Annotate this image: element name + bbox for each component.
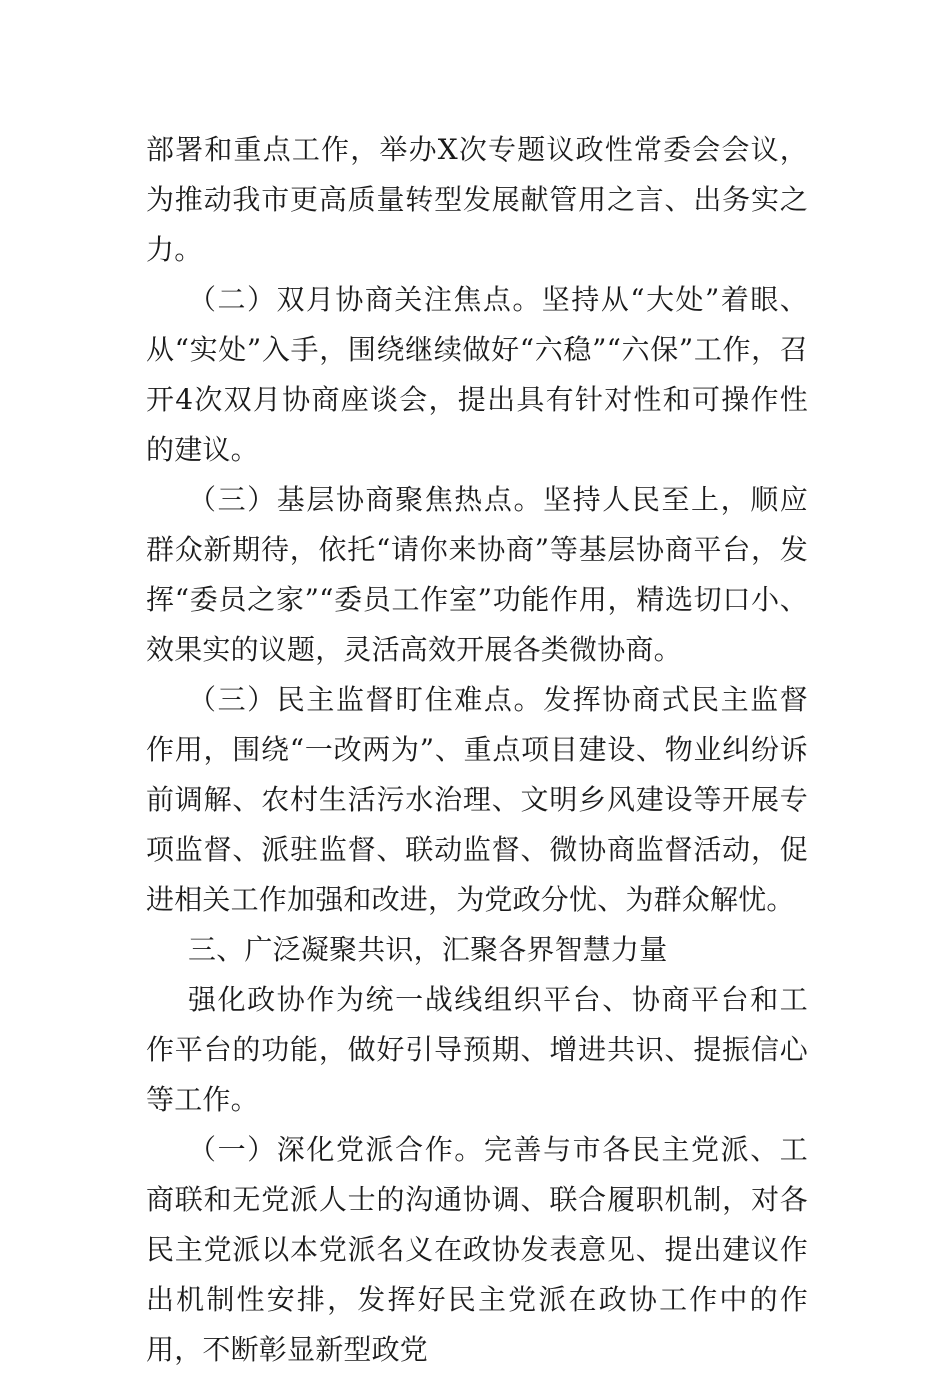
paragraph-party-cooperation: （一）深化党派合作。完善与市各民主党派、工商联和无党派人士的沟通协调、联合履职机制，对各民主党派以本党派名义在政协发表意见、提出建议作出机制性安排，发挥好民主党派在政协工作中的作用，不断彰显新型政党 bbox=[146, 1133, 808, 1366]
paragraph-grassroots-consultation: （三）基层协商聚焦热点。坚持人民至上，顺应群众新期待，依托“请你来协商”等基层协商平台，发挥“委员之家”“委员工作室”功能作用，精选切口小、效果实的议题，灵活高效开展各类微协商。 bbox=[146, 483, 808, 666]
paragraph-continuation: 部署和重点工作，举办X次专题议政性常委会会议，为推动我市更高质量转型发展献管用之言、出务实之力。 bbox=[146, 133, 808, 266]
paragraph-bimonthly-consultation: （二）双月协商关注焦点。坚持从“大处”着眼、从“实处”入手，围绕继续做好“六稳”“六保”工作，召开4次双月协商座谈会，提出具有针对性和可操作性的建议。 bbox=[146, 283, 809, 466]
section-heading-consensus: 三、广泛凝聚共识，汇聚各界智慧力量 bbox=[188, 933, 668, 966]
document-body bbox=[146, 125, 808, 1375]
paragraph-democratic-supervision: （三）民主监督盯住难点。发挥协商式民主监督作用，围绕“一改两为”、重点项目建设、物业纠纷诉前调解、农村生活污水治理、文明乡风建设等开展专项监督、派驻监督、联动监督、微协商监督活动，促进相关工作加强和改进，为党政分忧、为群众解忧。 bbox=[146, 683, 808, 916]
paragraph-platform-function: 强化政协作为统一战线组织平台、协商平台和工作平台的功能，做好引导预期、增进共识、提振信心等工作。 bbox=[146, 983, 808, 1116]
